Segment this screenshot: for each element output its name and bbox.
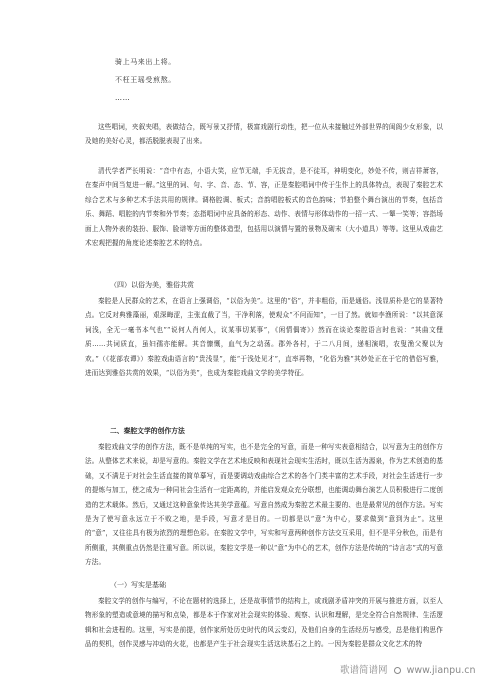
watermark <box>340 664 486 678</box>
verse-line-1: 骑上马来出上将。 <box>115 58 176 66</box>
section-heading-4-text: 以俗为美，雅俗共赏 <box>131 281 194 289</box>
subsection-heading-number: （一） <box>110 581 131 589</box>
verse-line-2: 不枉王瑶受煎熬。 <box>115 76 176 84</box>
watermark-separator <box>394 667 401 674</box>
paragraph-5: 秦腔文学的创作与编写，不论在题材的选择上，还是故事情节的结构上，或戏剧矛盾冲突的开展与推进方面，以至人物形象的塑造或意境的描写和点染，都是本于作家对社会现实的体验、观察、认识和理解，是完全符合自然规律、生活逻辑和社会进程的。这里，写实是前提，创作家所处历史时代的风云变幻，及他们自身的生活经历与感受，总是他们构思作品的契机，创作灵感与冲动的火花，也都是产生于社会现实生活这块基石之上的。一因为秦腔是群众文化艺术的特 <box>85 597 443 649</box>
watermark-url: www.jianpu.cn <box>406 665 476 676</box>
chapter-heading: 二、秦腔文学的创作方法 <box>110 427 185 435</box>
paragraph-2: 清代学者严长明说：“音中有态，小语大笑，应节无端，手无拔音，是不徒耳，神明变化，妙处不传，则吉祥萧容，在秦声中间当复进一解。”这里的词、句、字、音、态、节、容，正是秦腔唱词中传于生作上的具体特点，表现了秦腔艺术综合艺术与多种艺术手法共用的规律。调格腔调、板式；音韵唱腔板式的音色韵味；节拍整个舞台演出的节奏，包括音乐、舞蹈、唱腔的内节奏和外节奏；态指唱词中应具备的形态、动作、表情与形体动作的一招一式、一颦一笑等；容指场面上人物外表的装扮、服饰、脸谱等方面的整体造型，包括用以演情与置的景物及砌末（大小道具）等等。这里从戏曲艺术宏观把握的角度论述秦腔艺术的特点。 <box>85 167 443 248</box>
section-heading-4 <box>110 278 194 292</box>
subsection-heading-text: 写实是基础 <box>131 581 166 589</box>
paragraph-1: 这些唱词，夹叙夹唱，表做结合，既写景又抒情，极富戏剧行动性，把一位从未接触过外部世界的闺阁少女形象，以及她的美好心灵，都活脱脱表现了出来。 <box>85 123 443 146</box>
paragraph-4: 秦腔戏曲文学的创作方法，既不是单纯的写实，也不是完全的写意，而是一种写实表意相结合，以写意为主的创作方法。从整体艺术来说，却是写意的。秦腔文学在艺术地反映和表现社会现实生活时，既以生活为源泉，作为艺术创造的基础，又不满足于对社会生活直接的简单摹写，而是要调动戏曲综合艺术的各个门类丰富的艺术手段，对社会生活进行一步的提炼与加工，使之成为一种同社会生活有一定距离的，并能启发观众充分联想，也能调动舞台演艺人员积极进行二度创造的艺术载体。然后，又通过这种意象传达其美学意蕴。写意自然成为秦腔艺术最主要的、也是最常见的创作方法。写实是为了使写意永远立于不败之地，是手段，写意才是目的。一切都是以“意”为中心，要求做到“意到为止”。这里的“意”，又往往具有极为浓烈的理想色彩。在秦腔文学中，写实和写意两种创作方法交互采用，但不是平分秋色，而是有所侧重，其侧重点仍然是注重写意。所以说，秦腔文学是一种以“意”为中心的艺术，创作方法是传统的“诗言志”式的写意方法。 <box>85 443 444 567</box>
watermark-text: 歌谱简谱网 <box>340 665 388 676</box>
paragraph-3: 秦腔是人民群众的艺术，在语言上强调俗，“以俗为美”。这里的“俗”，并非粗俗，而是通俗。浅显质朴是它的显著特点。它反对典雅藻丽，艰深晦涩，主张直截了当，干净利落，使观众“不问而知”，一目了然。就如李渔所说：“以其意深词浅，全无一毫书本气也”“说何人肖何人，议某事切某事”，《闲情偶寄》）然而在谈论秦腔语言时也说：“其曲文俚质……共词质直，虽妇孺亦能解。其音慷慨，血气为之动荡。郡外各村，于二八月间，递相演唱，农叟渔父聚以为欢。”（《花部农谭》）秦腔戏曲语言的“贵浅显”，能“于浅处见才”，直率再物，“化俗为雅”其妙处正在于它的借俗写雅，进而达到雅俗共赏的效果，“以俗为美”，也成为秦腔戏曲文学的美学特征。 <box>85 297 443 378</box>
verse-ellipsis: …… <box>115 94 131 102</box>
section-heading-4-number: （四） <box>110 281 131 289</box>
subsection-heading <box>110 578 166 592</box>
